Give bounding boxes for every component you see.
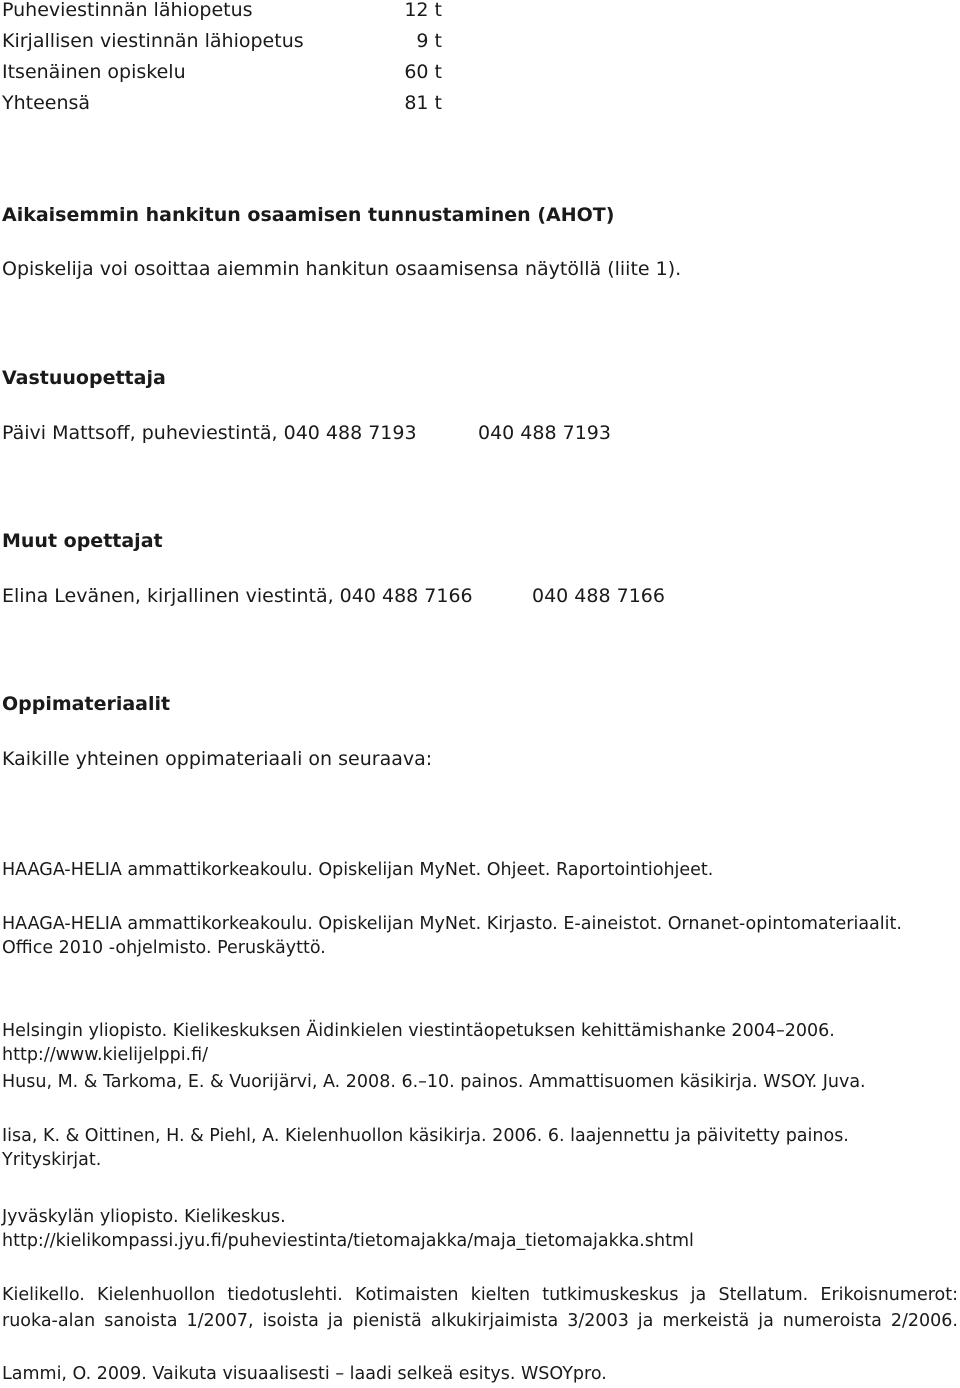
hours-value: 12 t (404, 0, 442, 21)
vastuuopettaja-phone: 040 488 7193 (478, 422, 611, 444)
hours-label: Puheviestinnän lähiopetus (2, 0, 253, 21)
reference-item (2, 1362, 958, 1386)
hours-value: 81 t (404, 92, 442, 114)
reference-item (2, 1205, 958, 1253)
hours-row (2, 91, 442, 115)
reference-line: Iisa, K. & Oittinen, H. & Piehl, A. Kielenhuollon käsikirja. 2006. 6. laajennettu ja päivitetty painos. (2, 1126, 849, 1146)
reference-item (2, 1282, 958, 1334)
reference-line: ruoka-alan sanoista 1/2007, isoista ja pienistä alkukirjaimista 3/2003 ja merkeistä ja numeroista 2/2006. (2, 1311, 958, 1331)
reference-line: Kielikello. Kielenhuollon tiedotuslehti. Kotimaisten kielten tutkimuskeskus ja Stellatum. Erikoisnumerot: (2, 1285, 958, 1305)
hours-row (2, 29, 442, 53)
oppimateriaalit-intro: Kaikille yhteinen oppimateriaali on seuraava: (2, 748, 433, 770)
hours-row (2, 60, 442, 84)
reference-line: Lammi, O. 2009. Vaikuta visuaalisesti – laadi selkeä esitys. WSOYpro. (2, 1364, 607, 1384)
reference-line: Yrityskirjat. (2, 1150, 102, 1170)
reference-link[interactable]: http://kielikompassi.jyu.fi/puheviestinta/tietomajakka/maja_tietomajakka.shtml (2, 1231, 694, 1251)
reference-line: Husu, M. & Tarkoma, E. & Vuorijärvi, A. 2008. 6.–10. painos. Ammattisuomen käsikirja. WSOY. Juva. (2, 1072, 866, 1092)
reference-line: HAAGA-HELIA ammattikorkeakoulu. Opiskelijan MyNet. Ohjeet. Raportointiohjeet. (2, 860, 714, 880)
reference-line: HAAGA-HELIA ammattikorkeakoulu. Opiskelijan MyNet. Kirjasto. E-aineistot. Ornanet-opintomateriaalit. (2, 914, 902, 934)
vastuuopettaja-person: Päivi Mattsoff, puheviestintä, 040 488 7193 (2, 422, 417, 444)
hours-value: 60 t (404, 61, 442, 83)
muut-opettajat-person: Elina Levänen, kirjallinen viestintä, 040 488 7166 (2, 585, 473, 607)
reference-line: Jyväskylän yliopisto. Kielikeskus. (2, 1207, 286, 1227)
vastuuopettaja-heading: Vastuuopettaja (2, 367, 166, 389)
reference-item (2, 1070, 958, 1094)
muut-opettajat-heading: Muut opettajat (2, 530, 163, 552)
reference-link[interactable]: http://www.kielijelppi.fi/ (2, 1045, 209, 1065)
reference-item (2, 858, 958, 882)
reference-item (2, 912, 958, 960)
hours-label: Kirjallisen viestinnän lähiopetus (2, 30, 304, 52)
reference-item (2, 1124, 958, 1172)
ahot-heading: Aikaisemmin hankitun osaamisen tunnustaminen (AHOT) (2, 204, 615, 226)
hours-row (2, 0, 442, 22)
reference-line: Helsingin yliopisto. Kielikeskuksen Äidinkielen viestintäopetuksen kehittämishanke 2004–2006. (2, 1021, 835, 1041)
reference-line: Office 2010 -ohjelmisto. Peruskäyttö. (2, 938, 326, 958)
oppimateriaalit-heading: Oppimateriaalit (2, 693, 171, 715)
hours-label: Itsenäinen opiskelu (2, 61, 186, 83)
muut-opettajat-phone: 040 488 7166 (532, 585, 665, 607)
reference-item (2, 1019, 958, 1067)
ahot-text: Opiskelija voi osoittaa aiemmin hankitun osaamisensa näytöllä (liite 1). (2, 258, 682, 280)
hours-value: 9 t (416, 30, 442, 52)
hours-label: Yhteensä (2, 92, 91, 114)
